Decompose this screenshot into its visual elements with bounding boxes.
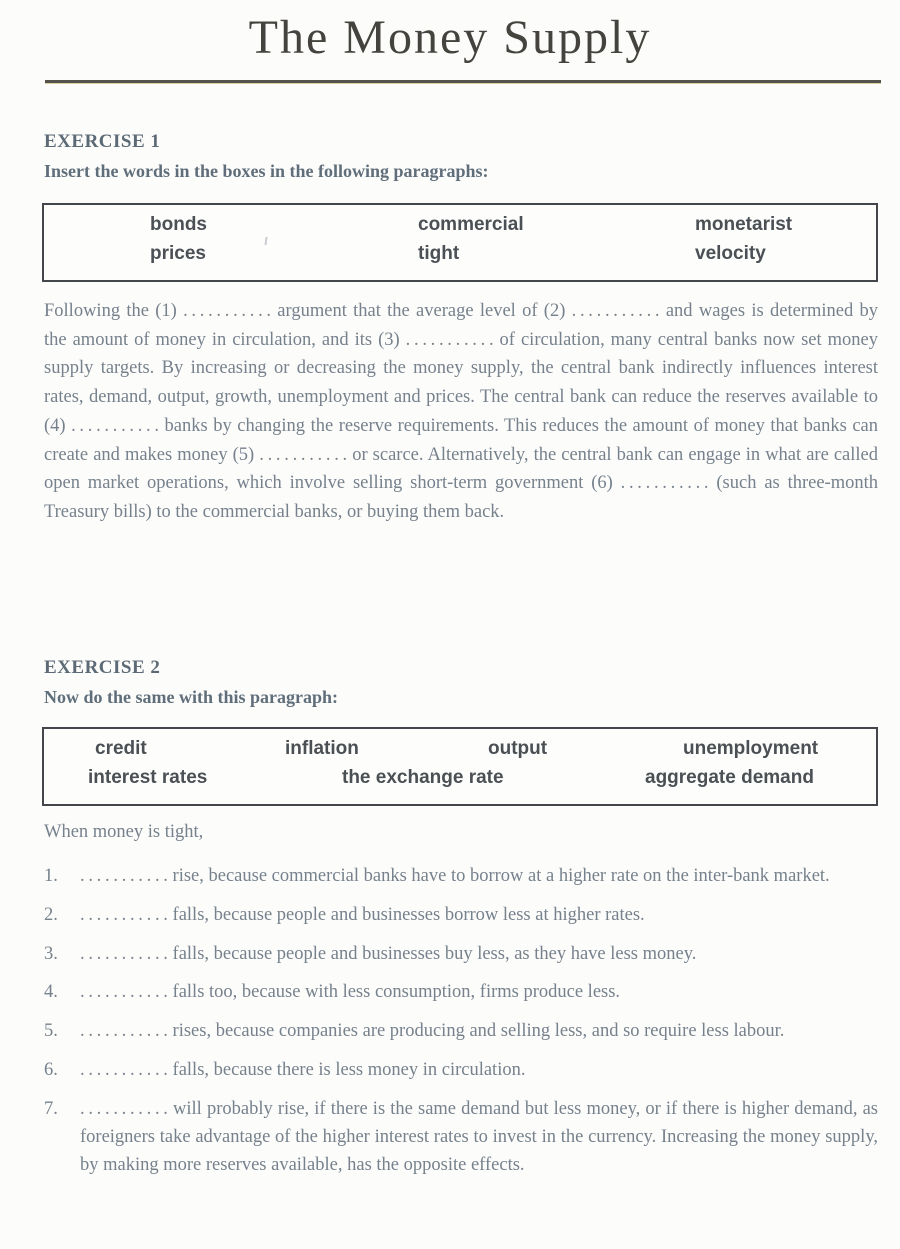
page-title: The Money Supply bbox=[248, 11, 652, 64]
item-number: 6. bbox=[44, 1059, 58, 1080]
exercise-2-heading: EXERCISE 2 bbox=[44, 657, 161, 678]
word-bank-word-velocity: velocity bbox=[695, 243, 766, 264]
item-text: . . . . . . . . . . . falls too, because with less consumption, firms produce less. bbox=[80, 982, 621, 1003]
item-number: 3. bbox=[44, 943, 58, 964]
word-bank-word-exchange-rate: the exchange rate bbox=[342, 767, 504, 788]
word-bank-word-prices: prices bbox=[150, 243, 206, 264]
exercise-1-word-bank bbox=[42, 203, 878, 282]
item-text: . . . . . . . . . . . rise, because commercial banks have to borrow at a higher rate on the inter-bank market. bbox=[80, 866, 830, 886]
exercise-2-intro: When money is tight, bbox=[44, 822, 204, 842]
exercise-2-word-bank bbox=[42, 727, 878, 806]
item-number: 4. bbox=[44, 982, 58, 1003]
word-bank-word-credit: credit bbox=[95, 738, 147, 759]
word-bank-word-tight: tight bbox=[418, 243, 460, 264]
exercise-1-gapfill-paragraph: Following the (1) . . . . . . . . . . . argument that the average level of (2) . . . . . . . . . . . and wages is determined by the amount of money in circulation, and its (3) . . . . . . . . . . . of circulation, many central banks now set money supply targets. By increasing or decreasing the money supply, the central bank indirectly influences interest rates, demand, output, growth, unemployment and prices. The central bank can reduce the reserves available to (4) . . . . . . . . . . . banks by changing the reserve requirements. This reduces the amount of money that banks can create and makes money (5) . . . . . . . . . . . or scarce. Alternatively, the central bank can engage in what are called open market operations, which involve selling short-term government (6) . . . . . . . . . . . (such as three-month Treasury bills) to the commercial banks, or buying them back. bbox=[44, 301, 878, 522]
item-number: 5. bbox=[44, 1021, 58, 1042]
word-bank-word-inflation: inflation bbox=[285, 738, 359, 759]
exercise-2-instruction: Now do the same with this paragraph: bbox=[44, 687, 339, 707]
exercise-2-item-3 bbox=[44, 940, 878, 968]
item-text: . . . . . . . . . . . rises, because companies are producing and selling less, and so require less labour. bbox=[80, 1021, 785, 1042]
word-bank-word-interest-rates: interest rates bbox=[88, 767, 208, 788]
item-text: . . . . . . . . . . . will probably rise, if there is the same demand but less money, or if there is higher demand, as foreigners take advantage of the higher interest rates to invest in the currency. Increasing the money supply, by making more reserves available, has the opposite effects. bbox=[80, 1098, 878, 1176]
exercise-2-item-6 bbox=[44, 1056, 878, 1084]
item-number: 2. bbox=[44, 904, 58, 925]
exercise-2-item-5 bbox=[44, 1017, 878, 1045]
exercise-1-heading: EXERCISE 1 bbox=[44, 131, 161, 152]
exercise-2-item-4 bbox=[44, 978, 878, 1006]
word-bank-word-bonds: bonds bbox=[150, 214, 207, 235]
item-number: 1. bbox=[44, 866, 58, 886]
item-text: . . . . . . . . . . . falls, because there is less money in circulation. bbox=[80, 1059, 526, 1080]
word-bank-word-aggregate-demand: aggregate demand bbox=[645, 767, 814, 788]
exercise-2-item-7 bbox=[44, 1095, 878, 1180]
item-number: 7. bbox=[44, 1098, 58, 1119]
scan-speck bbox=[264, 237, 267, 245]
word-bank-word-monetarist: monetarist bbox=[695, 214, 793, 235]
exercise-2-item-1 bbox=[44, 862, 878, 890]
exercise-1-instruction: Insert the words in the boxes in the following paragraphs: bbox=[44, 161, 489, 181]
exercise-2-item-2 bbox=[44, 901, 878, 929]
item-text: . . . . . . . . . . . falls, because people and businesses borrow less at higher rates. bbox=[80, 904, 645, 925]
word-bank-word-unemployment: unemployment bbox=[683, 738, 819, 759]
exercise-2-item-list bbox=[44, 862, 878, 1190]
item-text: . . . . . . . . . . . falls, because people and businesses buy less, as they have less money. bbox=[80, 943, 697, 964]
word-bank-word-commercial: commercial bbox=[418, 214, 524, 235]
title-rule bbox=[45, 80, 881, 84]
word-bank-word-output: output bbox=[488, 738, 548, 759]
